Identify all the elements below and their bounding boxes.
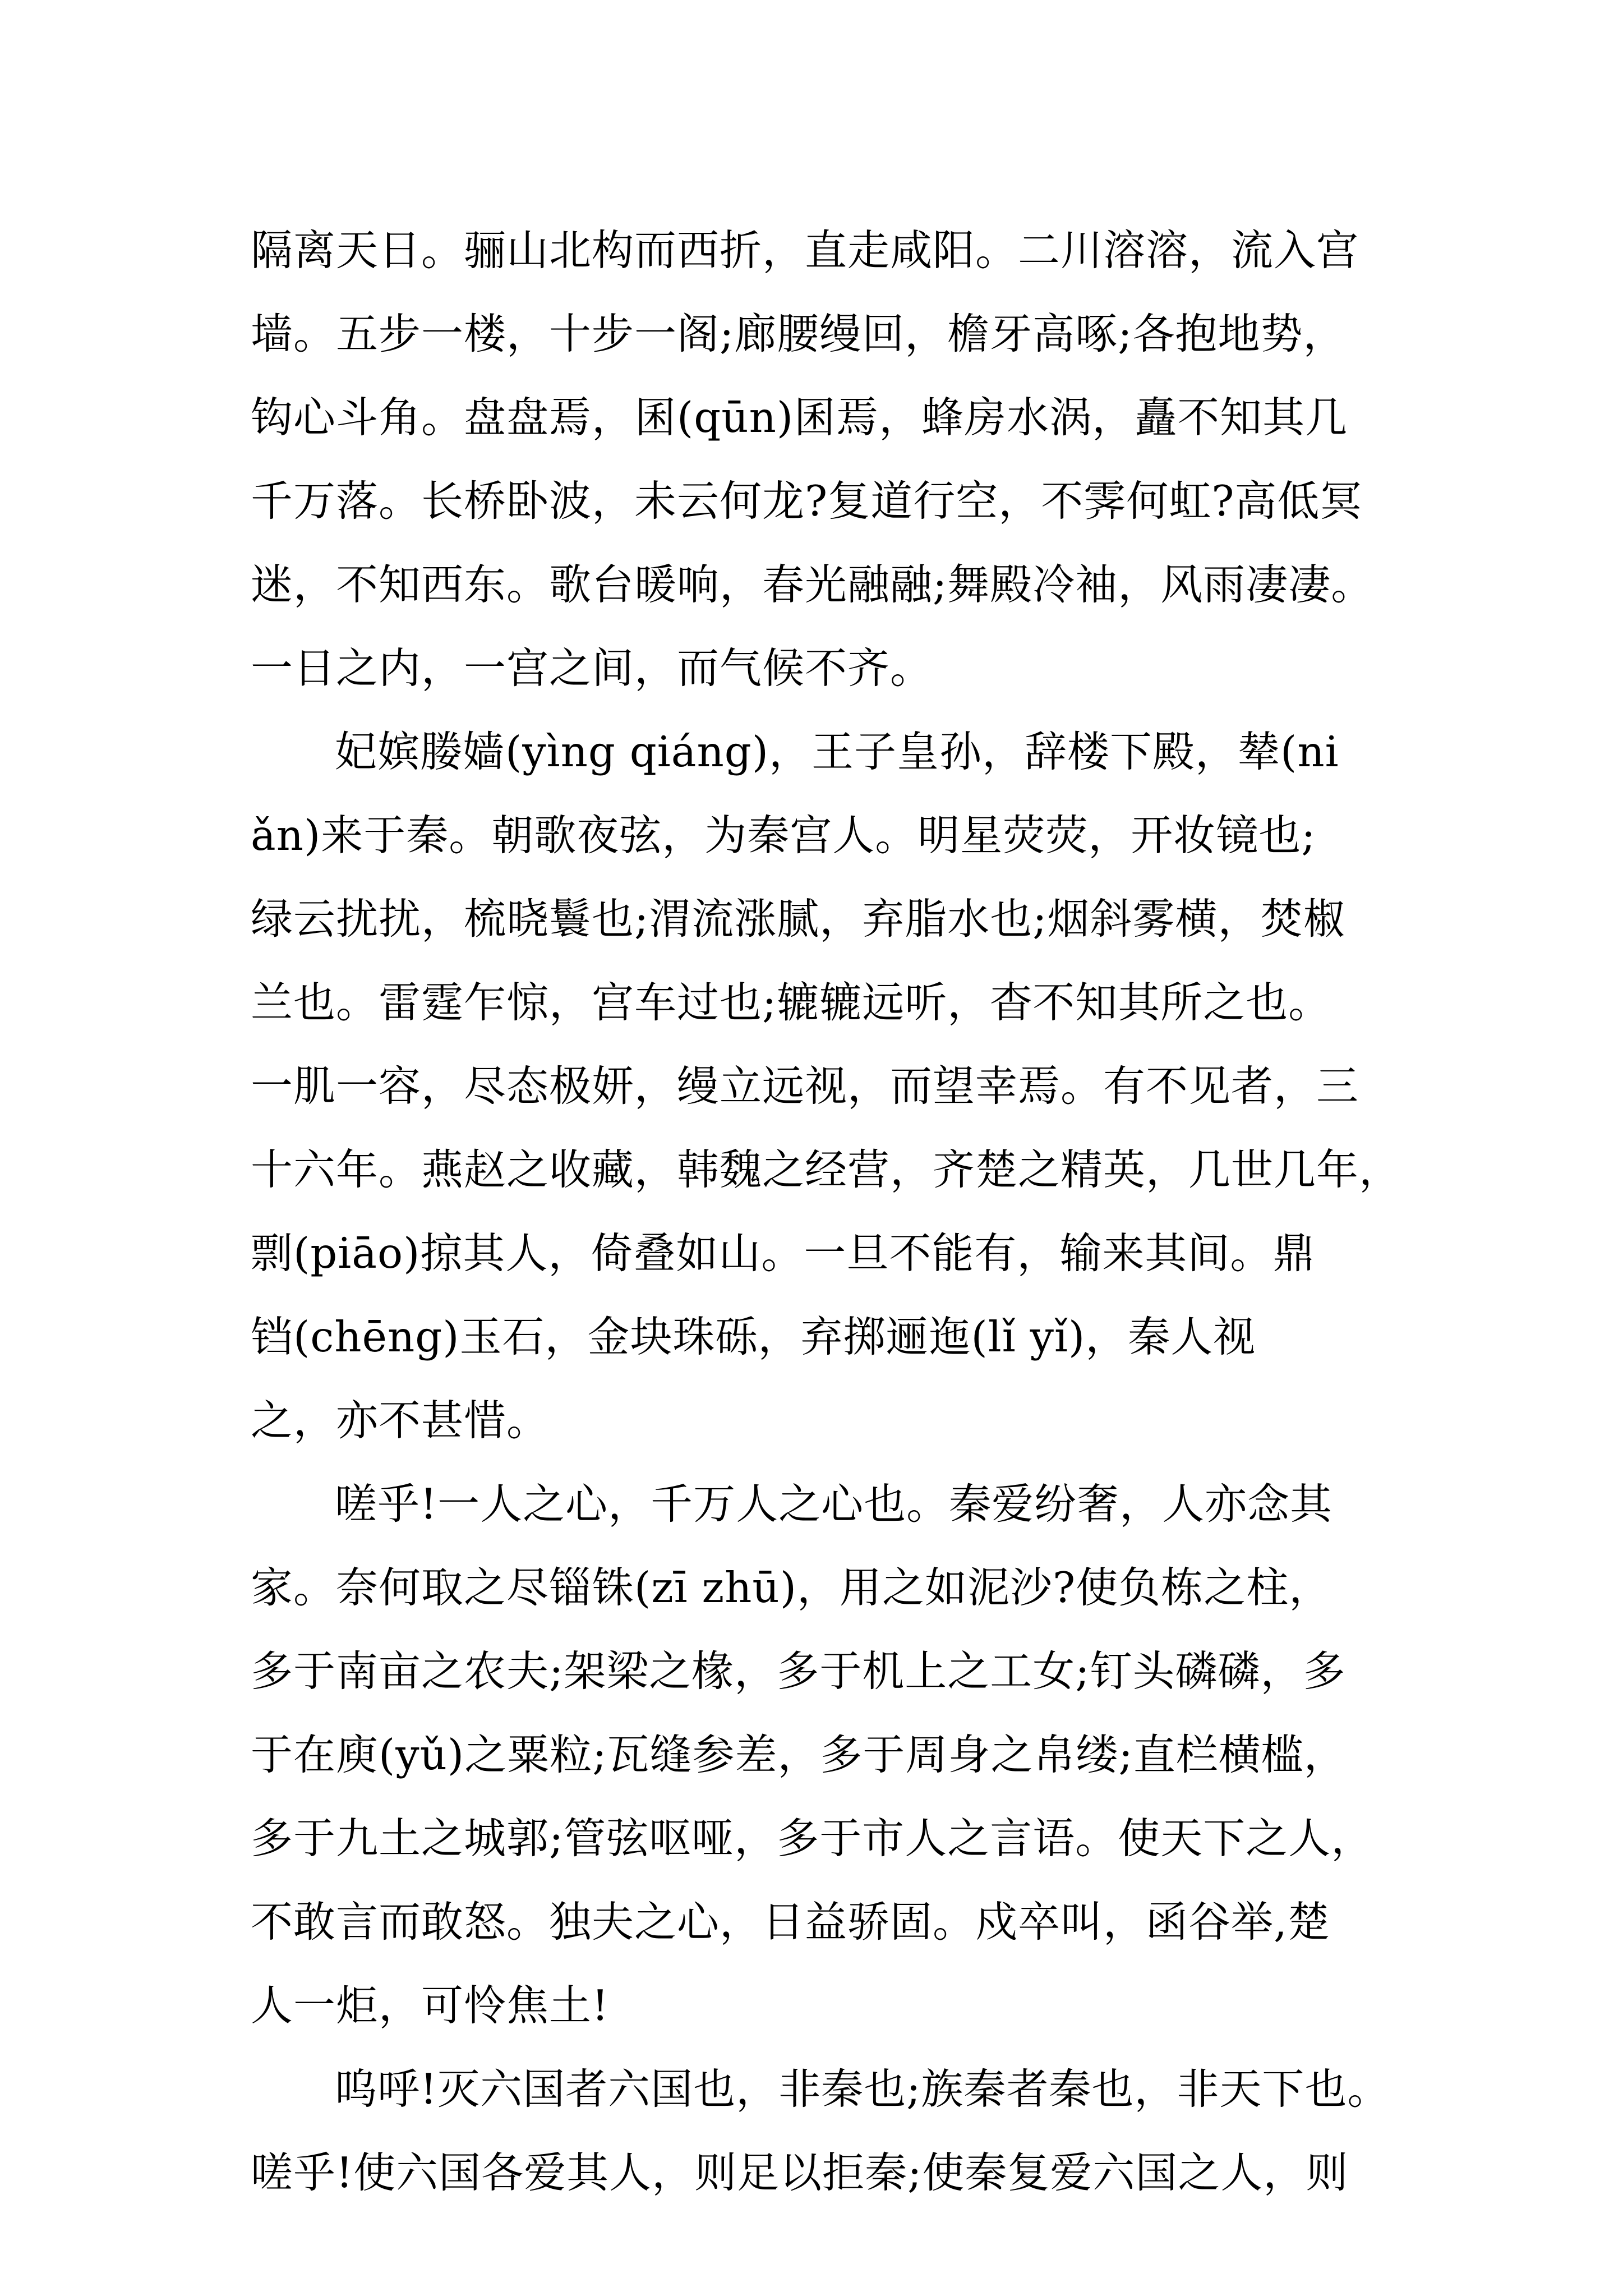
paragraph-1 bbox=[251, 209, 1484, 710]
text-line: 人一炬，可怜焦土! bbox=[251, 1981, 610, 2030]
paragraph-2 bbox=[251, 710, 1484, 1462]
text-line: 千万落。长桥卧波，未云何龙?复道行空，不霁何虹?高低冥 bbox=[251, 476, 1363, 526]
text-line: 迷，不知西东。歌台暖响，春光融融;舞殿冷袖，风雨凄凄。 bbox=[251, 560, 1374, 609]
text-line: 十六年。燕赵之收藏，韩魏之经营，齐楚之精英，几世几年， bbox=[251, 1145, 1402, 1194]
text-line: 之，亦不甚惜。 bbox=[251, 1396, 550, 1445]
text-line: 一肌一容，尽态极妍，缦立远视，而望幸焉。有不见者，三 bbox=[251, 1061, 1359, 1111]
text-line: 嗟乎!使六国各爱其人，则足以拒秦;使秦复爱六国之人，则 bbox=[251, 2148, 1349, 2197]
text-line: 不敢言而敢怒。独夫之心，日益骄固。戍卒叫，函谷举,楚 bbox=[251, 1897, 1330, 1947]
text-line: 一日之内，一宫之间，而气候不齐。 bbox=[251, 643, 933, 693]
text-line: 于在庾(yǔ)之粟粒;瓦缝参差，多于周身之帛缕;直栏横槛， bbox=[251, 1730, 1347, 1779]
document-body bbox=[251, 209, 1484, 2215]
text-line: 多于南亩之农夫;架梁之椽，多于机上之工女;钉头磷磷，多 bbox=[251, 1646, 1346, 1696]
text-line: 妃嫔媵嫱(yìng qiáng)，王子皇孙，辞楼下殿，辇(ni bbox=[335, 727, 1339, 776]
paragraph-4 bbox=[251, 2047, 1484, 2215]
text-line: 绿云扰扰，梳晓鬟也;渭流涨腻，弃脂水也;烟斜雾横，焚椒 bbox=[251, 894, 1346, 944]
text-line: 多于九土之城郭;管弦呕哑，多于市人之言语。使天下之人， bbox=[251, 1814, 1374, 1863]
text-line: 隔离天日。骊山北构而西折，直走咸阳。二川溶溶，流入宫 bbox=[251, 226, 1359, 275]
text-line: 剽(piāo)掠其人，倚叠如山。一旦不能有，输来其间。鼎 bbox=[251, 1228, 1316, 1278]
text-line: ǎn)来于秦。朝歌夜弦，为秦宫人。明星荧荧，开妆镜也; bbox=[251, 811, 1316, 860]
text-line: 呜呼!灭六国者六国也，非秦也;族秦者秦也，非天下也。 bbox=[335, 2064, 1390, 2114]
text-line: 兰也。雷霆乍惊，宫车过也;辘辘远听，杳不知其所之也。 bbox=[251, 978, 1331, 1027]
text-line: 嗟乎!一人之心，千万人之心也。秦爱纷奢，人亦念其 bbox=[335, 1479, 1333, 1529]
text-line: 墙。五步一楼，十步一阁;廊腰缦回，檐牙高啄;各抱地势， bbox=[251, 309, 1346, 358]
paragraph-3 bbox=[251, 1462, 1484, 2047]
text-line: 铛(chēng)玉石，金块珠砾，弃掷逦迤(lǐ yǐ)，秦人视 bbox=[251, 1312, 1256, 1361]
text-line: 家。奈何取之尽锱铢(zī zhū)，用之如泥沙?使负栋之柱， bbox=[251, 1563, 1332, 1612]
text-line: 钩心斗角。盘盘焉，囷(qūn)囷焉，蜂房水涡，矗不知其几 bbox=[251, 393, 1348, 442]
